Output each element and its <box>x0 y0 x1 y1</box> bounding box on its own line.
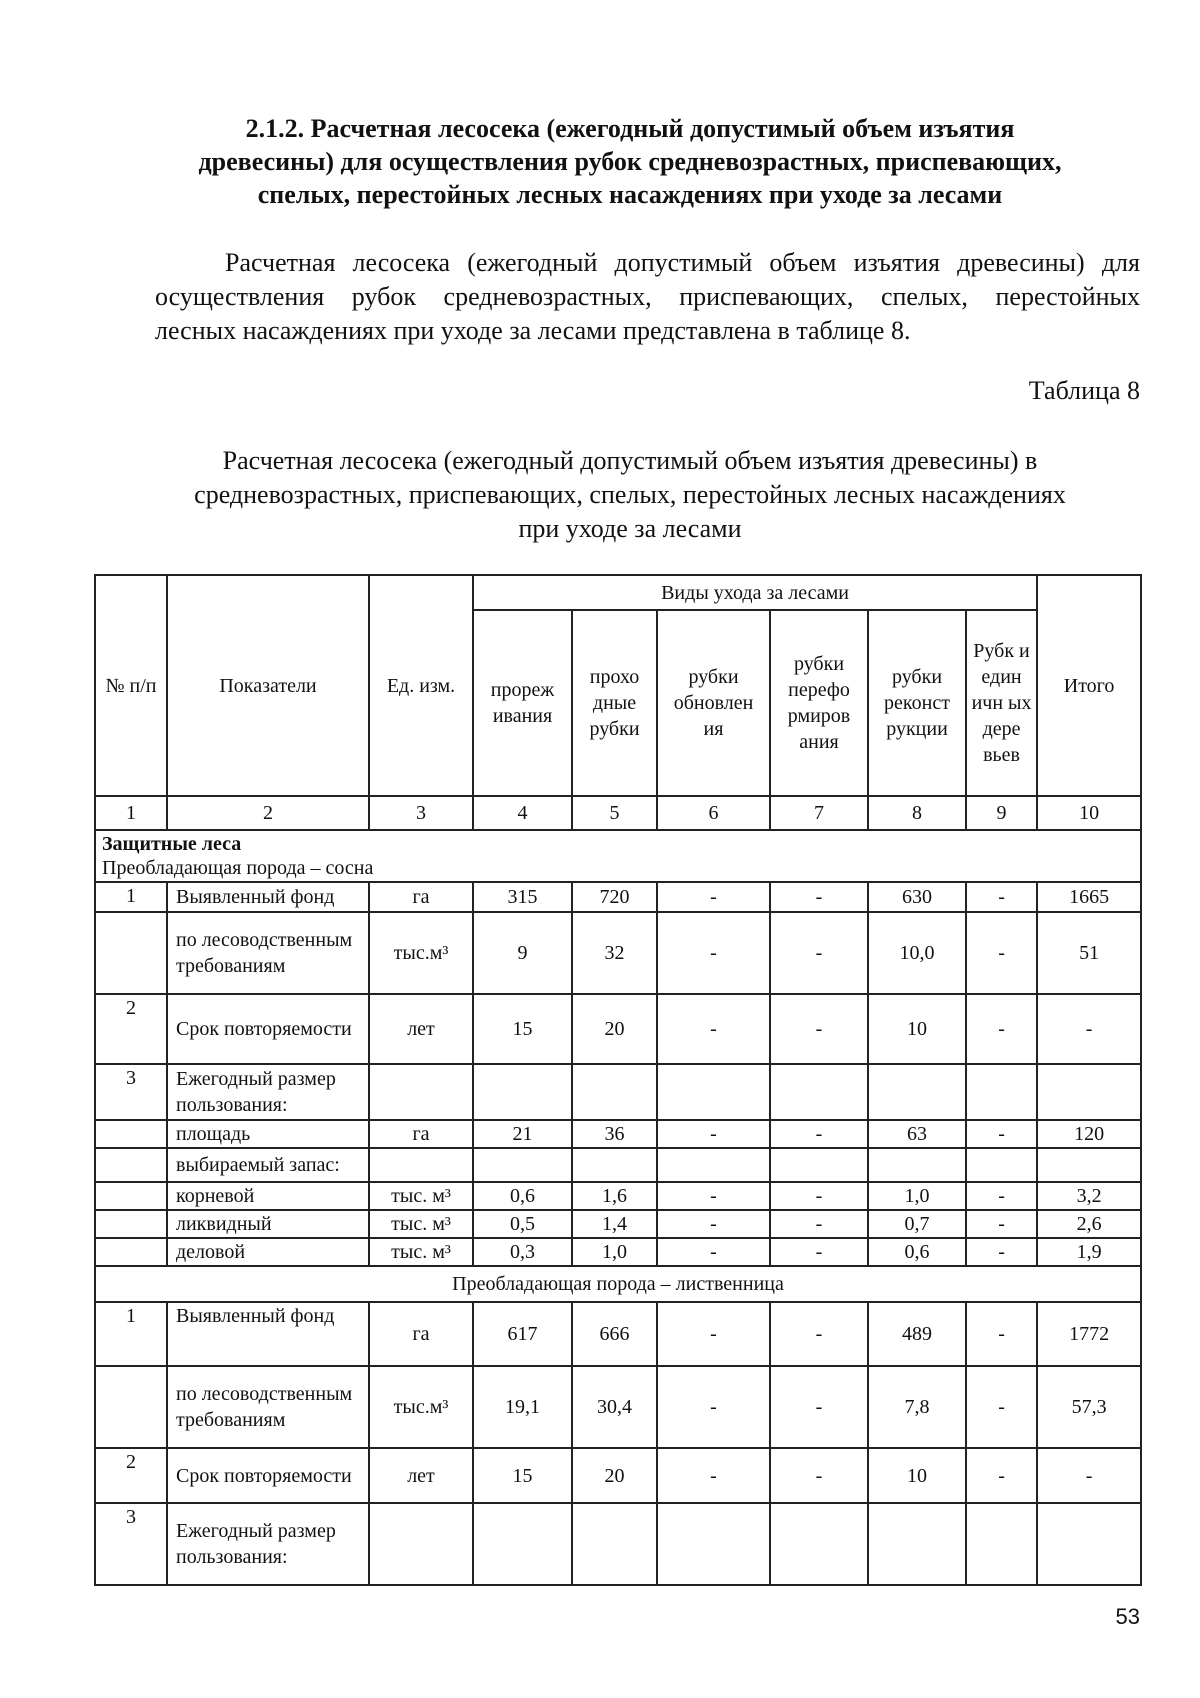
header-group: Виды ухода за лесами <box>473 575 1037 610</box>
col-number: 1 <box>95 796 167 830</box>
allowable-cut-table <box>94 574 1142 1586</box>
section-title: Защитные леса <box>102 833 242 855</box>
table-row: корневой тыс. м³ 0,6 1,6 - - 1,0 - 3,2 <box>95 1182 1141 1210</box>
table-row: деловой тыс. м³ 0,3 1,0 - - 0,6 - 1,9 <box>95 1238 1141 1266</box>
caption-line: средневозрастных, приспевающих, спелых, перестойных лесных насаждениях <box>194 480 1066 509</box>
table-row: 3 Ежегодный размер пользования: <box>95 1064 1141 1120</box>
section-header-larch: Преобладающая порода – лиственница <box>95 1266 1141 1302</box>
intro-paragraph <box>155 246 1140 348</box>
header-num: № п/п <box>95 575 167 796</box>
header-single-tree-cutting: Рубк и един ичн ых дере вьев <box>966 610 1037 796</box>
table-row: площадь га 21 36 - - 63 - 120 <box>95 1120 1141 1148</box>
col-number: 6 <box>657 796 770 830</box>
header-thinning: прореж ивания <box>473 610 572 796</box>
col-number: 10 <box>1037 796 1141 830</box>
section-header-protective <box>95 830 1141 882</box>
section-subtitle: Преобладающая порода – сосна <box>102 857 374 879</box>
heading-line: спелых, перестойных лесных насаждениях при уходе за лесами <box>257 180 1003 209</box>
col-number: 4 <box>473 796 572 830</box>
caption-line: при уходе за лесами <box>518 514 742 543</box>
table-row: 3 Ежегодный размер пользования: <box>95 1503 1141 1585</box>
header-total: Итого <box>1037 575 1141 796</box>
header-indicator: Показатели <box>167 575 369 796</box>
table-row: 1 Выявленный фонд га 315 720 - - 630 - 1665 <box>95 882 1141 912</box>
page-number: 53 <box>1115 1604 1140 1629</box>
col-number: 9 <box>966 796 1037 830</box>
table-row: 1 Выявленный фонд га 617 666 - - 489 - 1772 <box>95 1302 1141 1366</box>
table-row: по лесоводственным требованиям тыс.м³ 19,1 30,4 - - 7,8 - 57,3 <box>95 1366 1141 1448</box>
col-number: 7 <box>770 796 868 830</box>
header-reconstruction-cutting: рубки реконст рукции <box>868 610 966 796</box>
table-row: выбираемый запас: <box>95 1148 1141 1182</box>
intro-line: Расчетная лесосека (ежегодный допустимый объем изъятия древесины) для <box>225 248 1140 277</box>
heading-line: 2.1.2. Расчетная лесосека (ежегодный допустимый объем изъятия <box>245 114 1015 143</box>
header-renewal-cutting: рубки обновлен ия <box>657 610 770 796</box>
section-heading <box>150 112 1110 211</box>
table-label: Таблица 8 <box>1028 376 1140 405</box>
caption-line: Расчетная лесосека (ежегодный допустимый объем изъятия древесины) в <box>222 446 1038 475</box>
table-row: 2 Срок повторяемости лет 15 20 - - 10 - - <box>95 994 1141 1064</box>
table-row: 2 Срок повторяемости лет 15 20 - - 10 - - <box>95 1448 1141 1503</box>
table-row: ликвидный тыс. м³ 0,5 1,4 - - 0,7 - 2,6 <box>95 1210 1141 1238</box>
table-caption <box>150 444 1110 546</box>
col-number: 8 <box>868 796 966 830</box>
intro-line: лесных насаждениях при уходе за лесами представлена в таблице 8. <box>155 316 911 345</box>
column-numbers-row <box>95 796 1141 830</box>
col-number: 2 <box>167 796 369 830</box>
header-unit: Ед. изм. <box>369 575 473 796</box>
header-reformation-cutting: рубки перефо рмиров ания <box>770 610 868 796</box>
header-passage-cutting: прохо дные рубки <box>572 610 657 796</box>
col-number: 5 <box>572 796 657 830</box>
col-number: 3 <box>369 796 473 830</box>
intro-line: осуществления рубок средневозрастных, приспевающих, спелых, перестойных <box>155 282 1140 311</box>
table-row: по лесоводственным требованиям тыс.м³ 9 32 - - 10,0 - 51 <box>95 912 1141 994</box>
heading-line: древесины) для осуществления рубок средневозрастных, приспевающих, <box>198 147 1062 176</box>
